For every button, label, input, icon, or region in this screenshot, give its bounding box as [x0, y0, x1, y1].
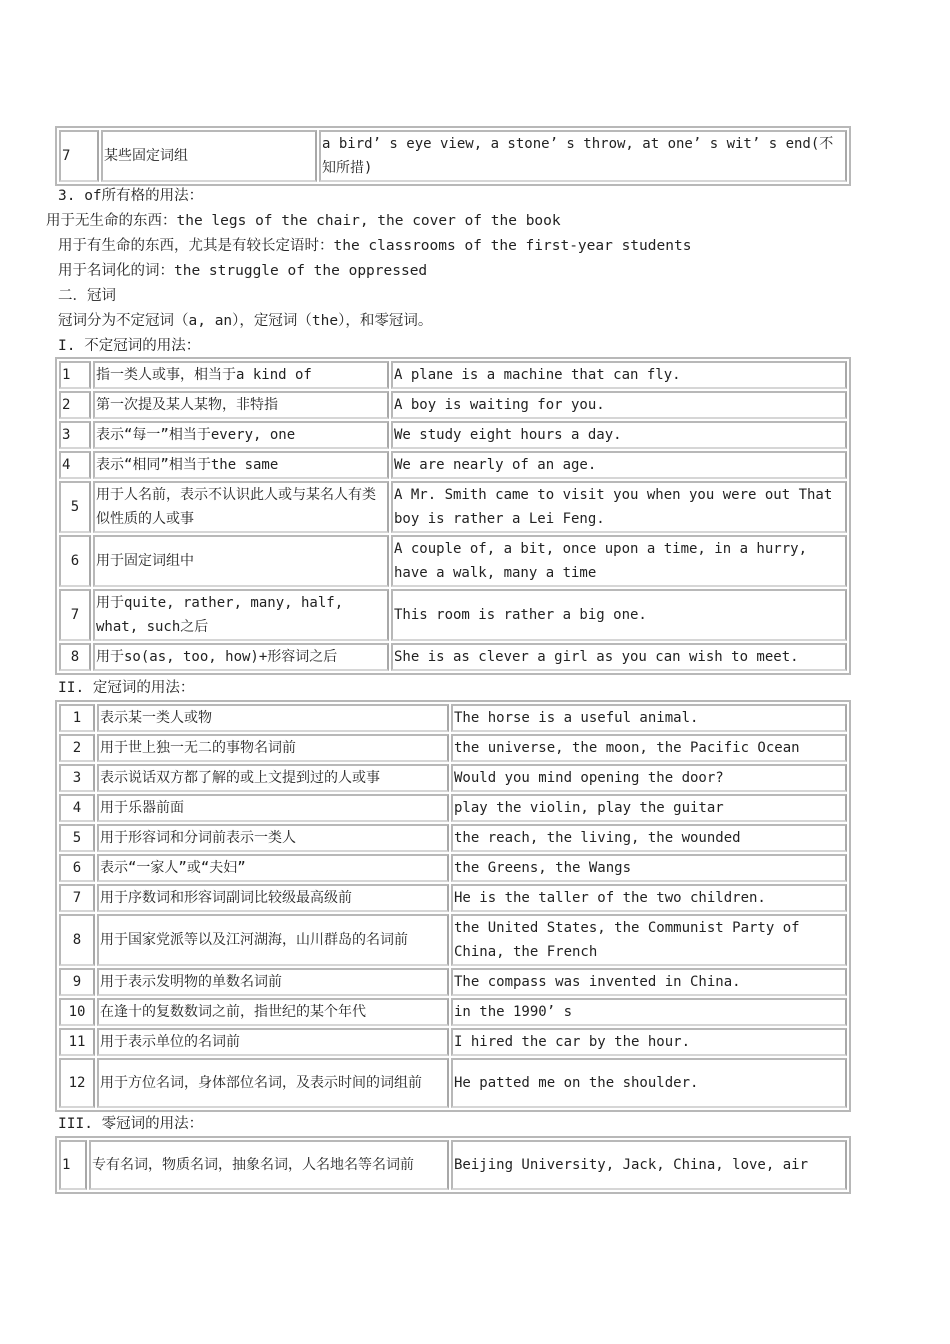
usage-description: 用于序数词和形容词副词比较级最高级前	[97, 884, 449, 912]
usage-description: 用于形容词和分词前表示一类人	[97, 824, 449, 852]
usage-description: 用于固定词组中	[93, 535, 389, 587]
usage-example: a bird’ s eye view, a stone’ s throw, at one’ s wit’ s end(不知所措)	[319, 130, 847, 182]
table-row	[59, 1140, 847, 1190]
usage-example: He is the taller of the two children.	[451, 884, 847, 912]
usage-description: 用于方位名词，身体部位名词，及表示时间的词组前	[97, 1058, 449, 1108]
usage-example: Would you mind opening the door?	[451, 764, 847, 792]
zero-article-table	[55, 1136, 851, 1194]
row-number: 1	[59, 361, 91, 389]
usage-description: 在逢十的复数数词之前，指世纪的某个年代	[97, 998, 449, 1026]
articles-section-heading: 二．冠词	[58, 288, 116, 304]
table-row	[59, 1028, 847, 1056]
definite-article-heading: II. 定冠词的用法：	[58, 680, 195, 696]
row-number: 6	[59, 535, 91, 587]
of-possessive-animate: 用于有生命的东西，尤其是有较长定语时：the classrooms of the first-year students	[58, 238, 692, 254]
table-row	[59, 734, 847, 762]
of-possessive-nominalized: 用于名词化的词：the struggle of the oppressed	[58, 263, 428, 279]
fixed-phrase-table	[55, 126, 851, 186]
table-row	[59, 998, 847, 1026]
usage-description: 表示“每一”相当于every, one	[93, 421, 389, 449]
row-number: 1	[59, 1140, 87, 1190]
usage-description: 用于表示单位的名词前	[97, 1028, 449, 1056]
row-number: 7	[59, 589, 91, 641]
usage-example: She is as clever a girl as you can wish to meet.	[391, 643, 847, 671]
usage-example: He patted me on the shoulder.	[451, 1058, 847, 1108]
usage-description: 用于so(as, too, how)+形容词之后	[93, 643, 389, 671]
usage-description: 表示“一家人”或“夫妇”	[97, 854, 449, 882]
table-row	[59, 968, 847, 996]
of-possessive-heading: 3. of所有格的用法：	[58, 188, 204, 204]
row-number: 8	[59, 914, 95, 966]
usage-example: The horse is a useful animal.	[451, 704, 847, 732]
definite-article-table	[55, 700, 851, 1112]
table-row	[59, 794, 847, 822]
usage-example: A couple of, a bit, once upon a time, in a hurry, have a walk, many a time	[391, 535, 847, 587]
row-number: 4	[59, 451, 91, 479]
row-number: 5	[59, 824, 95, 852]
indefinite-article-heading: I. 不定冠词的用法：	[58, 338, 201, 354]
usage-description: 用于表示发明物的单数名词前	[97, 968, 449, 996]
usage-description: 指一类人或事，相当于a kind of	[93, 361, 389, 389]
row-number: 7	[59, 130, 99, 182]
usage-example: A boy is waiting for you.	[391, 391, 847, 419]
table-row	[59, 643, 847, 671]
usage-description: 表示“相同”相当于the same	[93, 451, 389, 479]
table-row	[59, 130, 847, 182]
table-row	[59, 824, 847, 852]
indefinite-article-table	[55, 357, 851, 675]
usage-example: the universe, the moon, the Pacific Ocean	[451, 734, 847, 762]
zero-article-heading: III. 零冠词的用法：	[58, 1116, 204, 1132]
articles-intro: 冠词分为不定冠词（a, an），定冠词（the），和零冠词。	[58, 313, 433, 329]
row-number: 12	[59, 1058, 95, 1108]
table-row	[59, 589, 847, 641]
row-number: 5	[59, 481, 91, 533]
table-row	[59, 535, 847, 587]
usage-example: A plane is a machine that can fly.	[391, 361, 847, 389]
row-number: 2	[59, 734, 95, 762]
of-possessive-inanimate: 用于无生命的东西：the legs of the chair, the cover of the book	[46, 213, 561, 229]
row-number: 10	[59, 998, 95, 1026]
usage-example: the United States, the Communist Party of China, the French	[451, 914, 847, 966]
table-row	[59, 361, 847, 389]
usage-description: 用于乐器前面	[97, 794, 449, 822]
usage-description: 表示说话双方都了解的或上文提到过的人或事	[97, 764, 449, 792]
row-number: 8	[59, 643, 91, 671]
row-number: 2	[59, 391, 91, 419]
usage-example: in the 1990’ s	[451, 998, 847, 1026]
usage-example: I hired the car by the hour.	[451, 1028, 847, 1056]
usage-example: the reach, the living, the wounded	[451, 824, 847, 852]
row-number: 4	[59, 794, 95, 822]
usage-description: 用于人名前，表示不认识此人或与某名人有类似性质的人或事	[93, 481, 389, 533]
usage-example: play the violin, play the guitar	[451, 794, 847, 822]
usage-example: We study eight hours a day.	[391, 421, 847, 449]
table-row	[59, 914, 847, 966]
table-row	[59, 884, 847, 912]
row-number: 9	[59, 968, 95, 996]
usage-description: 某些固定词组	[101, 130, 317, 182]
row-number: 7	[59, 884, 95, 912]
usage-example: Beijing University, Jack, China, love, air	[451, 1140, 847, 1190]
row-number: 3	[59, 421, 91, 449]
usage-description: 用于世上独一无二的事物名词前	[97, 734, 449, 762]
usage-description: 第一次提及某人某物，非特指	[93, 391, 389, 419]
table-row	[59, 854, 847, 882]
usage-description: 用于quite, rather, many, half, what, such之后	[93, 589, 389, 641]
usage-description: 表示某一类人或物	[97, 704, 449, 732]
table-row	[59, 704, 847, 732]
usage-description: 用于国家党派等以及江河湖海，山川群岛的名词前	[97, 914, 449, 966]
usage-example: A Mr. Smith came to visit you when you were out That boy is rather a Lei Feng.	[391, 481, 847, 533]
row-number: 3	[59, 764, 95, 792]
table-row	[59, 481, 847, 533]
row-number: 11	[59, 1028, 95, 1056]
usage-description: 专有名词，物质名词，抽象名词，人名地名等名词前	[89, 1140, 449, 1190]
usage-example: This room is rather a big one.	[391, 589, 847, 641]
table-row	[59, 421, 847, 449]
row-number: 1	[59, 704, 95, 732]
row-number: 6	[59, 854, 95, 882]
table-row	[59, 391, 847, 419]
usage-example: We are nearly of an age.	[391, 451, 847, 479]
table-row	[59, 451, 847, 479]
table-row	[59, 764, 847, 792]
usage-example: The compass was invented in China.	[451, 968, 847, 996]
usage-example: the Greens, the Wangs	[451, 854, 847, 882]
table-row	[59, 1058, 847, 1108]
